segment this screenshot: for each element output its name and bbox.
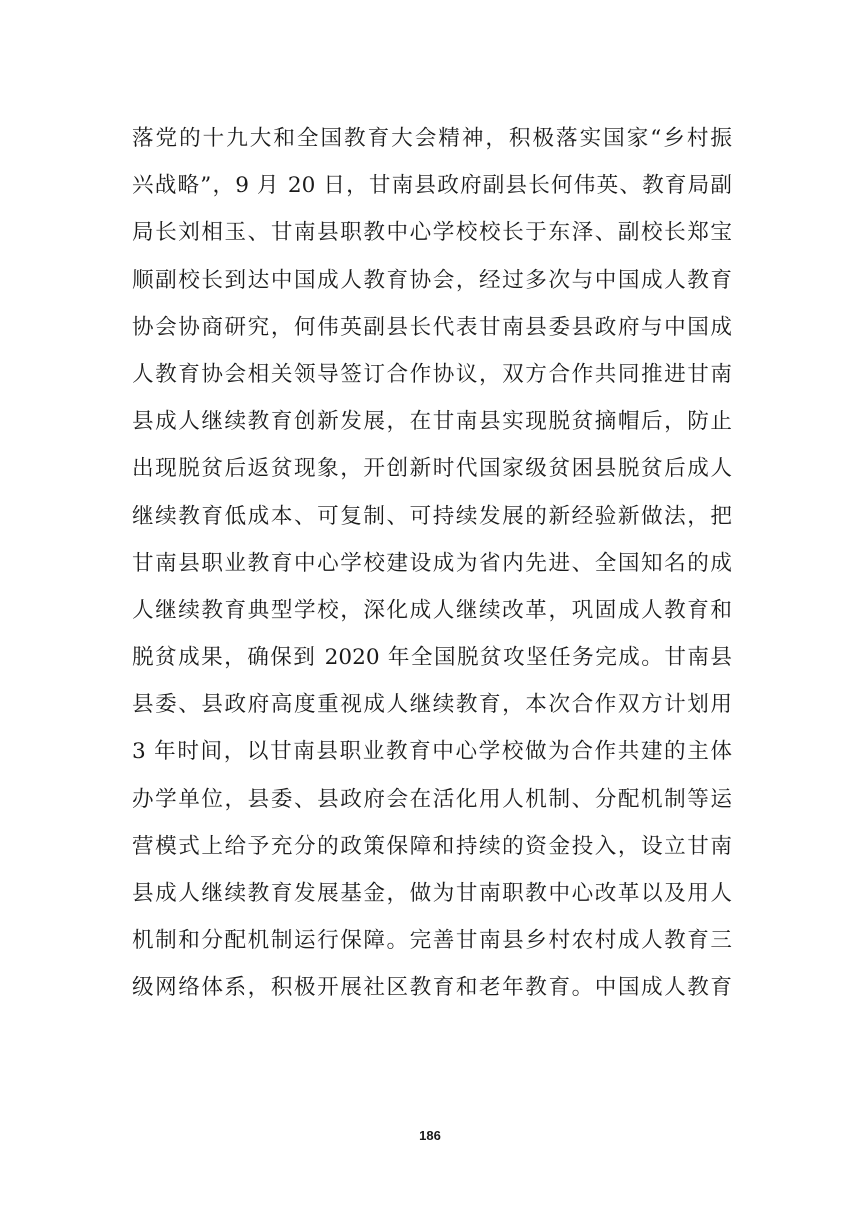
text-line-12: 脱贫成果，确保到 2020 年全国脱贫攻坚任务完成。甘南县	[132, 645, 732, 671]
body-paragraph	[132, 115, 732, 1012]
text-line-16: 营模式上给予充分的政策保障和持续的资金投入，设立甘南	[132, 833, 732, 859]
text-line-3: 局长刘相玉、甘南县职教中心学校校长于东泽、副校长郑宝	[132, 220, 732, 246]
text-line-7: 县成人继续教育创新发展，在甘南县实现脱贫摘帽后，防止	[132, 409, 732, 435]
text-line-1: 落党的十九大和全国教育大会精神，积极落实国家“乡村振	[132, 126, 732, 151]
text-line-10: 甘南县职业教育中心学校建设成为省内先进、全国知名的成	[132, 550, 732, 576]
text-line-2: 兴战略”，9 月 20 日，甘南县政府副县长何伟英、教育局副	[132, 173, 732, 199]
text-line-13: 县委、县政府高度重视成人继续教育，本次合作双方计划用	[132, 692, 732, 718]
text-line-4: 顺副校长到达中国成人教育协会，经过多次与中国成人教育	[132, 267, 732, 293]
text-line-15: 办学单位，县委、县政府会在活化用人机制、分配机制等运	[132, 786, 732, 812]
text-line-5: 协会协商研究，何伟英副县长代表甘南县委县政府与中国成	[132, 314, 732, 340]
text-line-8: 出现脱贫后返贫现象，开创新时代国家级贫困县脱贫后成人	[132, 456, 732, 482]
text-line-19: 级网络体系，积极开展社区教育和老年教育。中国成人教育	[132, 975, 732, 1001]
text-line-9: 继续教育低成本、可复制、可持续发展的新经验新做法，把	[132, 503, 732, 529]
text-line-11: 人继续教育典型学校，深化成人继续改革，巩固成人教育和	[132, 597, 732, 623]
text-line-14: 3 年时间，以甘南县职业教育中心学校做为合作共建的主体	[132, 739, 732, 765]
page-number: 186	[419, 1128, 441, 1143]
text-line-18: 机制和分配机制运行保障。完善甘南县乡村农村成人教育三	[132, 928, 732, 954]
text-line-17: 县成人继续教育发展基金，做为甘南职教中心改革以及用人	[132, 881, 732, 906]
text-line-6: 人教育协会相关领导签订合作协议，双方合作共同推进甘南	[132, 361, 732, 387]
